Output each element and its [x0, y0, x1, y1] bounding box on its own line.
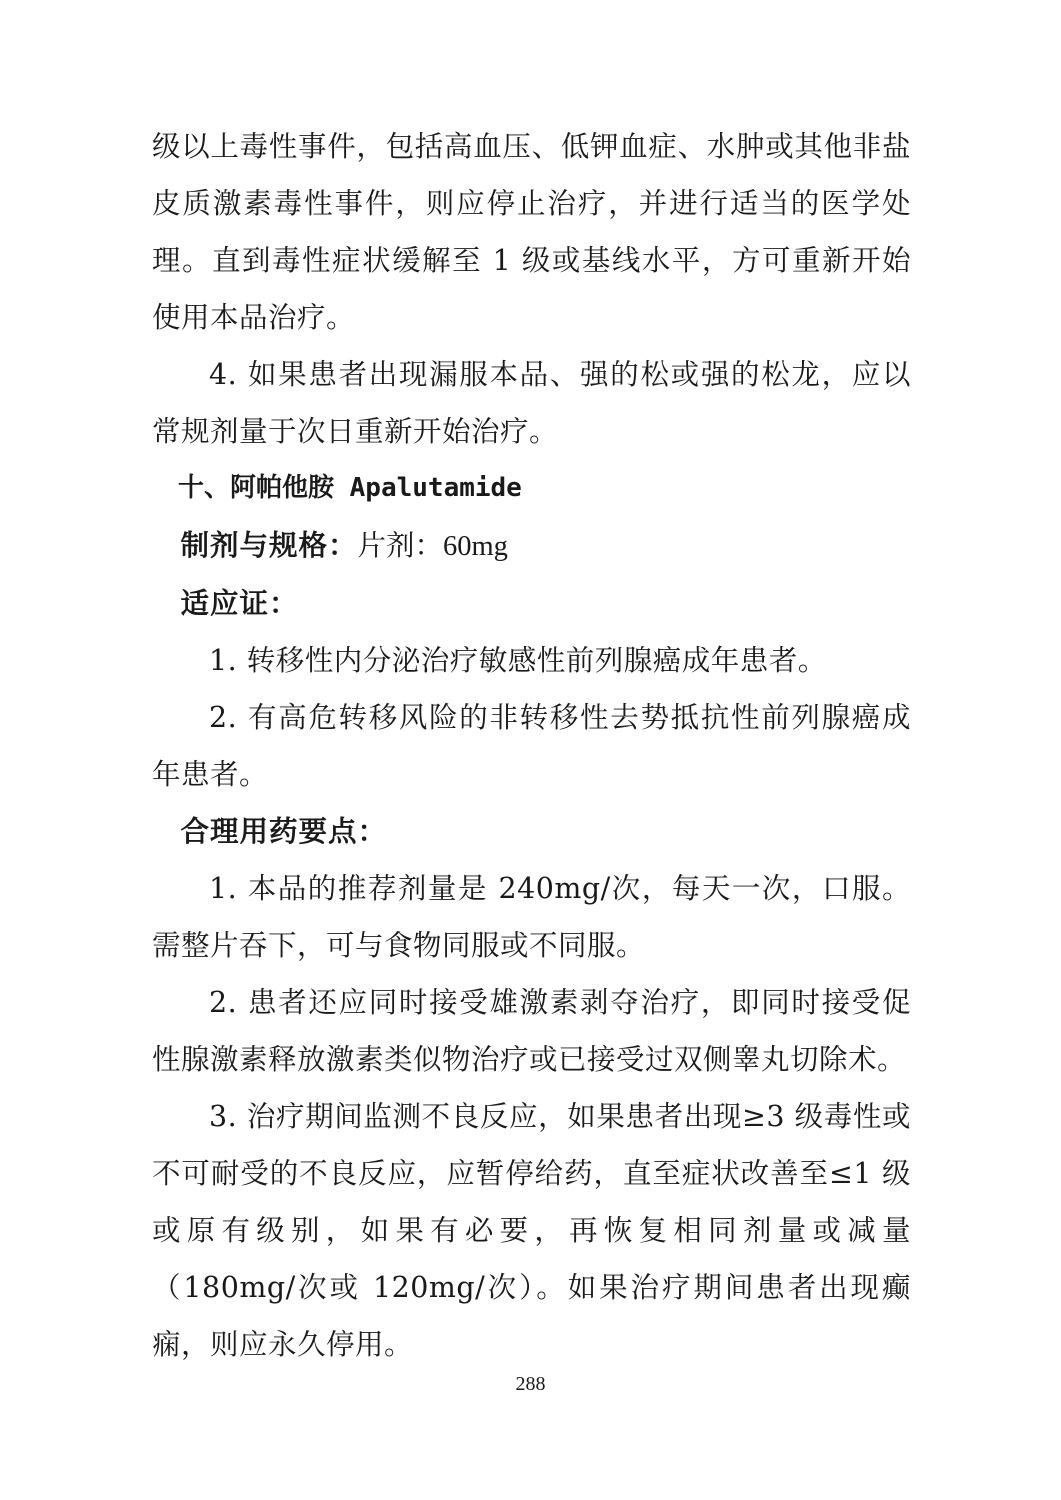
subsection-formulation [152, 517, 911, 575]
subsection-formulation-value: 片剂：60mg [357, 531, 508, 562]
paragraph-usage-1: 1. 本品的推荐剂量是 240mg/次，每天一次，口服。需整片吞下，可与食物同服或不同服。 [152, 872, 911, 962]
subsection-usage-points-label: 合理用药要点： [180, 814, 388, 848]
subsection-usage-points [152, 803, 911, 860]
section-heading-apalutamide: 十、阿帕他胺 Apalutamide [178, 473, 522, 503]
paragraph-indication-2: 2. 有高危转移风险的非转移性去势抵抗性前列腺癌成年患者。 [152, 701, 911, 791]
paragraph-indication-1: 1. 转移性内分泌治疗敏感性前列腺癌成年患者。 [209, 644, 827, 677]
paragraph-usage-3: 3. 治疗期间监测不良反应，如果患者出现≥3 级毒性或不可耐受的不良反应，应暂停给药，直至症状改善至≤1 级或原有级别，如果有必要，再恢复相同剂量或减量（180mg/次或 120mg/次）。如果治疗期间患者出现癫痫，则应永久停用。 [152, 1100, 911, 1361]
subsection-indications [152, 575, 911, 632]
subsection-indications-label: 适应证： [180, 586, 299, 620]
paragraph-usage-2: 2. 患者还应同时接受雄激素剥夺治疗，即同时接受促性腺激素释放激素类似物治疗或已接受过双侧睾丸切除术。 [152, 986, 911, 1076]
paragraph-toxicity-management: 级以上毒性事件，包括高血压、低钾血症、水肿或其他非盐皮质激素毒性事件，则应停止治疗，并进行适当的医学处理。直到毒性症状缓解至 1 级或基线水平，方可重新开始使用本品治疗。 [152, 130, 911, 334]
subsection-formulation-label: 制剂与规格： [180, 528, 358, 562]
paragraph-missed-dose: 4. 如果患者出现漏服本品、强的松或强的松龙，应以常规剂量于次日重新开始治疗。 [152, 358, 911, 448]
page-number: 288 [515, 1373, 546, 1395]
